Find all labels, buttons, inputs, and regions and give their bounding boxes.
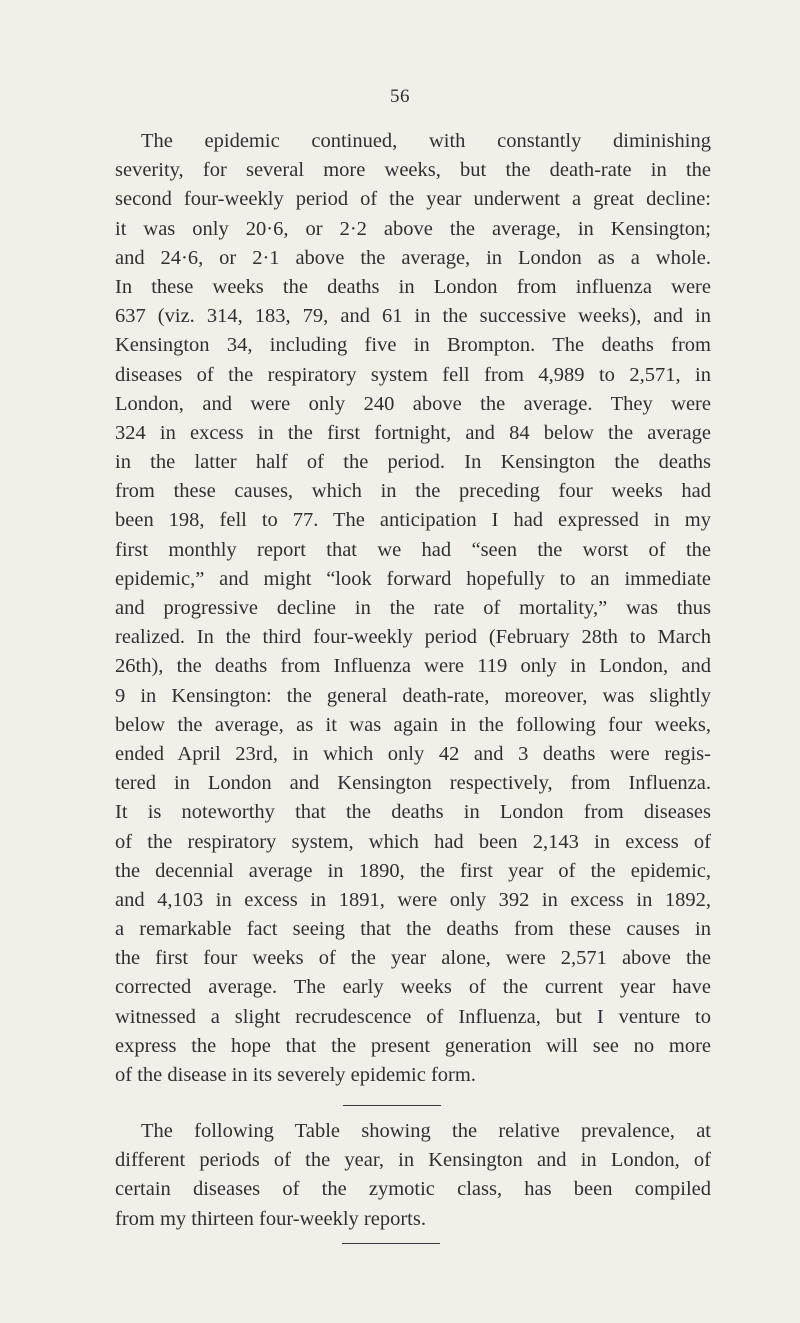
section-divider [343,1105,441,1106]
text-line: the decennial average in 1890, the first year of the epidemic, [115,859,711,882]
text-line: ended April 23rd, in which only 42 and 3 deaths were regis- [115,742,711,765]
text-line: witnessed a slight recrudescence of Influenza, but I venture to [115,1005,711,1028]
text-line: from these causes, which in the preceding four weeks had [115,480,711,503]
text-line: first monthly report that we had “seen the worst of the [115,538,711,561]
text-line: a remarkable fact seeing that the deaths from these causes in [115,918,711,941]
text-line: of the respiratory system, which had been 2,143 in excess of [115,830,711,853]
text-line: London, and were only 240 above the average. They were [115,392,711,415]
text-line: The epidemic continued, with constantly diminishing [141,130,711,152]
text-line: Kensington 34, including five in Brompton. The deaths from [115,334,711,357]
text-line: the first four weeks of the year alone, were 2,571 above the [115,947,711,970]
text-line: and 24·6, or 2·1 above the average, in London as a whole. [115,246,711,269]
end-divider [342,1243,440,1244]
text-line: express the hope that the present generation will see no more [115,1034,711,1057]
text-line: The following Table showing the relative prevalence, at [141,1120,711,1142]
text-line: different periods of the year, in Kensington and in London, of [115,1149,711,1172]
text-line: corrected average. The early weeks of the current year have [115,976,711,999]
text-line: of the disease in its severely epidemic form. [115,1064,476,1086]
text-line: 9 in Kensington: the general death-rate, moreover, was slightly [115,684,711,707]
paragraph-epidemic-decline [115,127,711,1090]
text-line: epidemic,” and might “look forward hopefully to an immediate [115,567,711,590]
text-line: and progressive decline in the rate of mortality,” was thus [115,597,711,619]
text-line: In these weeks the deaths in London from influenza were [115,275,711,298]
text-line: below the average, as it was again in the following four weeks, [115,713,711,736]
text-line: diseases of the respiratory system fell from 4,989 to 2,571, in [115,363,711,386]
page-number: 56 [390,86,410,107]
text-line: second four-weekly period of the year underwent a great decline: [115,188,711,211]
text-line: realized. In the third four-weekly period (February 28th to March [115,626,711,649]
text-line: 637 (viz. 314, 183, 79, and 61 in the successive weeks), and in [115,305,711,328]
text-line: and 4,103 in excess in 1891, were only 392 in excess in 1892, [115,888,711,911]
text-line: from my thirteen four-weekly reports. [115,1207,426,1230]
text-line: 324 in excess in the first fortnight, and 84 below the average [115,421,711,444]
text-line: certain diseases of the zymotic class, has been compiled [115,1178,711,1201]
text-line: in the latter half of the period. In Kensington the deaths [115,451,711,474]
text-line: it was only 20·6, or 2·2 above the average, in Kensington; [115,217,711,240]
text-line: been 198, fell to 77. The anticipation I had expressed in my [115,509,711,532]
text-line: tered in London and Kensington respectively, from Influenza. [115,772,711,795]
text-line: 26th), the deaths from Influenza were 119 only in London, and [115,655,711,678]
paragraph-table-introduction [115,1117,711,1234]
text-line: It is noteworthy that the deaths in London from diseases [115,801,711,824]
text-line: severity, for several more weeks, but the death-rate in the [115,159,711,182]
